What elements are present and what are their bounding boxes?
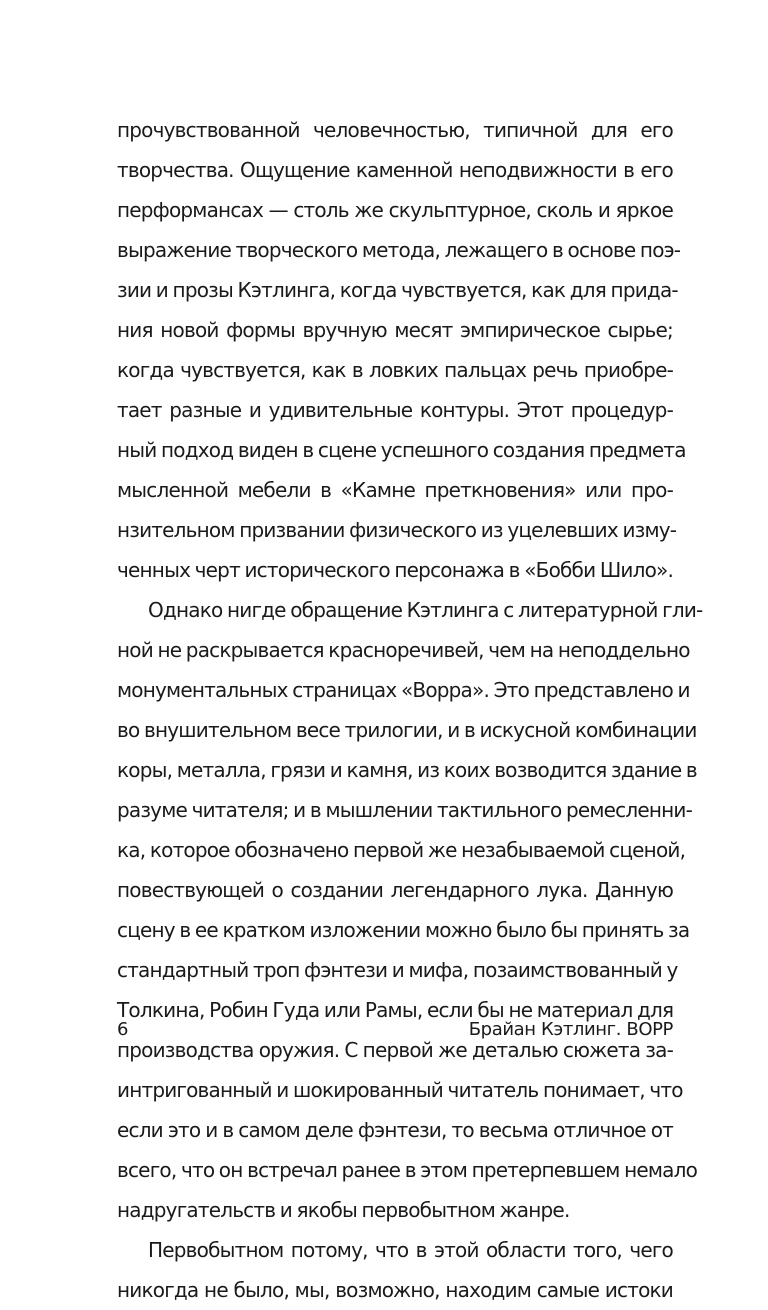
paragraph-start-line: Однако нигде обращение Кэтлинга с литературной гли- [148, 598, 703, 622]
text-line: Толкина, Робин Гуда или Рамы, если бы не материал для [117, 998, 674, 1022]
text-line: перформансах — столь же скульптурное, сколь и яркое [117, 198, 673, 222]
text-line: когда чувствуется, как в ловких пальцах речь приобре- [117, 358, 673, 382]
page-footer [117, 1012, 673, 1048]
text-line: мысленной мебели в «Камне преткновения» или про- [117, 478, 673, 502]
text-line: монументальных страницах «Ворра». Это представлено и [117, 678, 690, 702]
text-line: ной не раскрывается красноречивей, чем на неподдельно [117, 638, 690, 662]
text-line: производства оружия. С первой же деталью сюжета за- [117, 1038, 673, 1062]
text-line: прочувствованной человечностью, типичной для его [117, 118, 673, 142]
body-text [117, 110, 703, 1310]
text-line: ка, которое обозначено первой же незабываемой сценой, [117, 838, 686, 862]
text-line: сцену в ее кратком изложении можно было бы принять за [117, 918, 690, 942]
text-line: ния новой формы вручную месят эмпирическое сырье; [117, 318, 673, 342]
text-line: никогда не было, мы, возможно, находим самые истоки [117, 1278, 673, 1302]
text-line: ченных черт исторического персонажа в «Бобби Шило». [117, 558, 674, 582]
paragraph-start-line: Первобытном потому, что в этой области того, чего [148, 1238, 673, 1262]
text-line: коры, металла, грязи и камня, из коих возводится здание в [117, 758, 697, 782]
text-line: нзительном призвании физического из уцелевших изму- [117, 518, 677, 542]
text-line: творчества. Ощущение каменной неподвижности в его [117, 158, 673, 182]
text-line: повествующей о создании легендарного лука. Данную [117, 878, 673, 902]
text-line: тает разные и удивительные контуры. Этот процедур- [117, 398, 673, 422]
text-line: если это и в самом деле фэнтези, то весьма отличное от [117, 1118, 673, 1142]
running-title: Брайан Кэтлинг. ВОРР [468, 1019, 673, 1040]
text-line: разуме читателя; и в мышлении тактильного ремесленни- [117, 798, 693, 822]
text-line: интригованный и шокированный читатель понимает, что [117, 1078, 683, 1102]
text-line: надругательств и якобы первобытном жанре. [117, 1198, 570, 1222]
text-line: во внушительном весе трилогии, и в искусной комбинации [117, 718, 697, 742]
text-line: стандартный троп фэнтези и мифа, позаимствованный у [117, 958, 678, 982]
text-line: всего, что он встречал ранее в этом претерпевшем немало [117, 1158, 698, 1182]
text-line: зии и прозы Кэтлинга, когда чувствуется, как для прида- [117, 278, 678, 302]
text-line: выражение творческого метода, лежащего в основе поэ- [117, 238, 681, 262]
page-number: 6 [117, 1019, 129, 1040]
text-line: ный подход виден в сцене успешного создания предмета [117, 438, 686, 462]
